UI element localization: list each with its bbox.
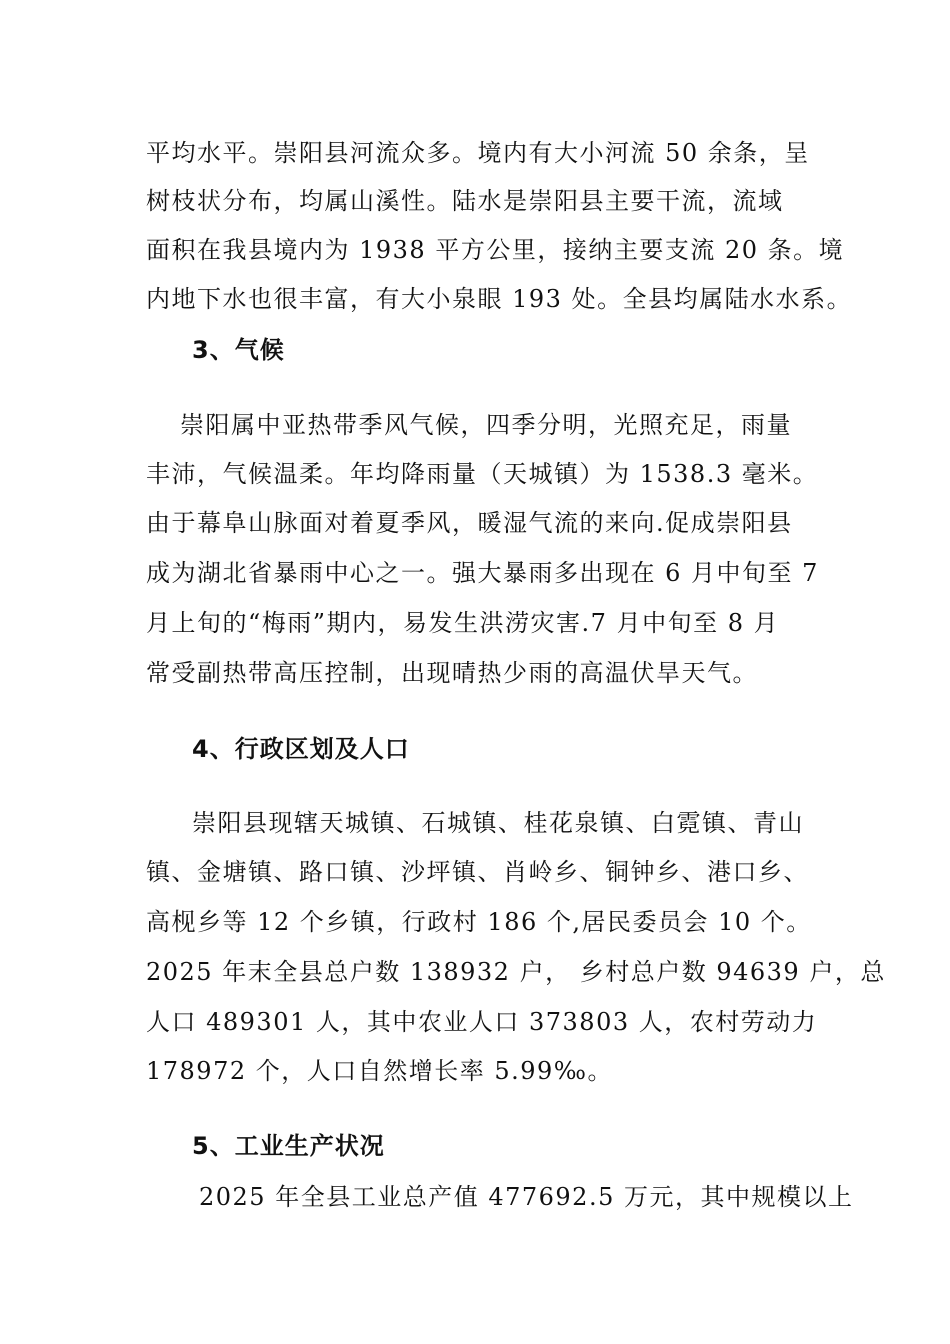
section-heading-industry: 5、工业生产状况 [192, 1132, 385, 1160]
text-line: 2025 年全县工业总产值 477692.5 万元，其中规模以上 [199, 1183, 854, 1211]
text-line: 面积在我县境内为 1938 平方公里，接纳主要支流 20 条。境 [146, 236, 845, 264]
text-line: 人口 489301 人，其中农业人口 373803 人，农村劳动力 [146, 1008, 818, 1036]
section-heading-admin: 4、行政区划及人口 [192, 735, 410, 763]
text-line: 崇阳县现辖天城镇、石城镇、桂花泉镇、白霓镇、青山 [192, 809, 804, 837]
text-line: 丰沛，气候温柔。年均降雨量（天城镇）为 1538.3 毫米。 [146, 460, 819, 488]
text-line: 由于幕阜山脉面对着夏季风，暖湿气流的来向.促成崇阳县 [146, 509, 793, 537]
text-line: 树枝状分布，均属山溪性。陆水是崇阳县主要干流，流域 [146, 187, 784, 215]
text-line: 崇阳属中亚热带季风气候，四季分明，光照充足，雨量 [180, 411, 792, 439]
text-line: 178972 个，人口自然增长率 5.99‰。 [146, 1057, 614, 1085]
text-line: 成为湖北省暴雨中心之一。强大暴雨多出现在 6 月中旬至 7 [146, 559, 819, 587]
section-heading-climate: 3、气候 [192, 336, 285, 364]
text-line: 镇、金塘镇、路口镇、沙坪镇、肖岭乡、铜钟乡、港口乡、 [146, 858, 809, 886]
text-line: 内地下水也很丰富，有大小泉眼 193 处。全县均属陆水水系。 [146, 285, 853, 313]
text-line: 平均水平。崇阳县河流众多。境内有大小河流 50 余条，呈 [146, 139, 810, 167]
text-line: 2025 年末全县总户数 138932 户， 乡村总户数 94639 户，总 [146, 958, 886, 986]
text-line: 高枧乡等 12 个乡镇，行政村 186 个,居民委员会 10 个。 [146, 908, 812, 936]
text-line: 月上旬的“梅雨”期内，易发生洪涝灾害.7 月中旬至 8 月 [146, 609, 780, 637]
text-line: 常受副热带高压控制，出现晴热少雨的高温伏旱天气。 [146, 659, 758, 687]
